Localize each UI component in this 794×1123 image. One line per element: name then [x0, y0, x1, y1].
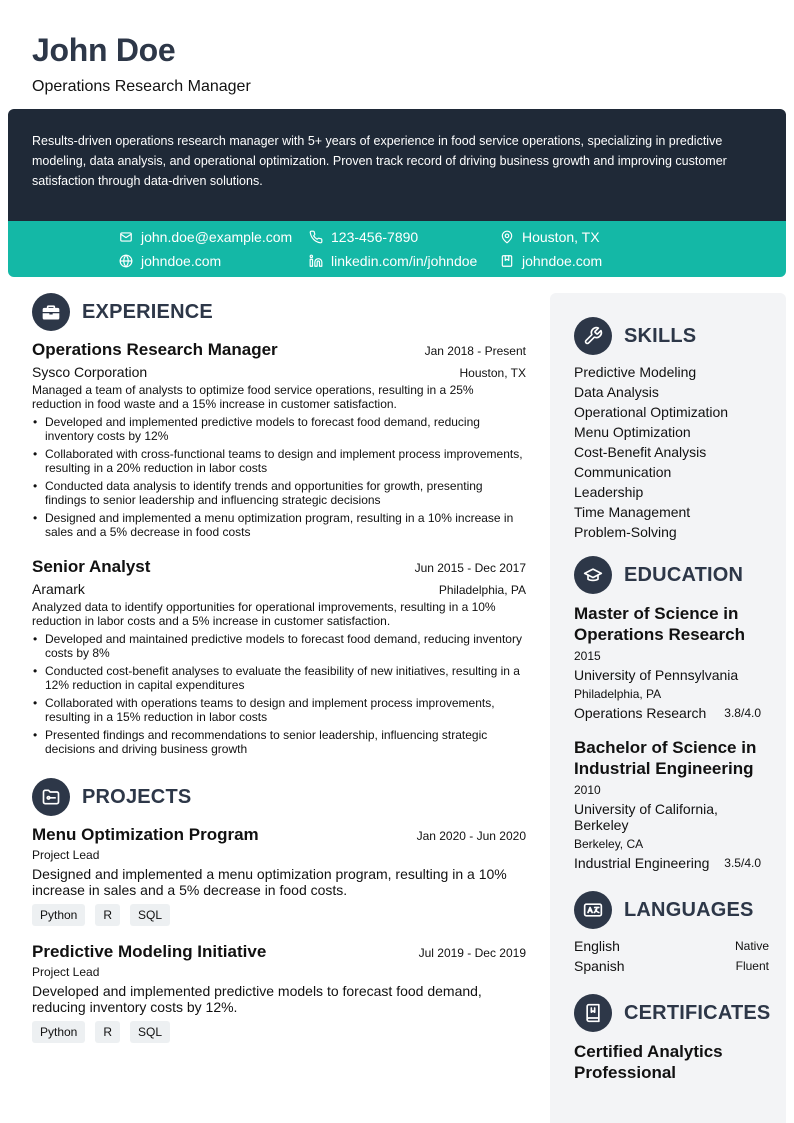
skill-item: Problem-Solving [574, 524, 677, 540]
certificates-title: CERTIFICATES [624, 1001, 771, 1024]
website-text: johndoe.com [141, 253, 222, 269]
briefcase-icon [32, 293, 70, 331]
degree-title: Bachelor of Science in Industrial Engineering [574, 738, 757, 778]
project-dates: Jan 2020 - Jun 2020 [416, 829, 526, 843]
job-description: Analyzed data to identify opportunities for operational improvements, resulting in a 10% reduction in labor costs and a 5% increase in customer satisfaction. [32, 600, 496, 628]
job-entry [32, 340, 526, 543]
job-dates: Jan 2018 - Present [424, 344, 526, 358]
project-entry [32, 825, 526, 926]
book-icon [574, 994, 612, 1032]
education-title: EDUCATION [624, 563, 744, 586]
job-bullet: • Conducted data analysis to identify trends and opportunities for growth, presenting findings to senior leadership and influencing strategic decisions [32, 479, 526, 507]
tag-sql: SQL [130, 904, 170, 926]
project-title: Menu Optimization Program [32, 825, 259, 844]
degree-gpa: 3.5/4.0 [724, 856, 761, 870]
project-role: Project Lead [32, 965, 100, 979]
language-level: Fluent [735, 959, 769, 973]
job-bullet: • Conducted cost-benefit analyses to evaluate the feasibility of new initiatives, resulting in a 12% reduction in capital expenditures [32, 664, 526, 692]
linkedin-text: linkedin.com/in/johndoe [331, 253, 478, 269]
projects-title: PROJECTS [82, 785, 192, 808]
contact-website[interactable] [119, 253, 221, 269]
resume-header [32, 32, 251, 96]
job-location: Philadelphia, PA [438, 583, 526, 597]
job-bullet: • Collaborated with operations teams to design and implement process improvements, resulting in a 15% reduction in labor costs [32, 696, 526, 724]
tag-python: Python [32, 1021, 85, 1043]
job-bullet: • Presented findings and recommendations to senior leadership, influencing strategic decisions and driving business growth [32, 728, 526, 756]
certificate-name: Certified Analytics Professional [574, 1042, 723, 1082]
skill-item: Leadership [574, 484, 644, 500]
project-tags [32, 904, 526, 926]
portfolio-icon [500, 254, 514, 268]
job-bullets [32, 632, 526, 756]
school-location: Philadelphia, PA [574, 687, 662, 701]
skills-title: SKILLS [624, 324, 697, 347]
summary-text: Results-driven operations research manager with 5+ years of experience in food service operations, specializing in predictive modeling, data analysis, and operational optimization. Proven track record of driving business growth and improving customer satisfaction through data-driven solutions. [32, 134, 727, 188]
globe-icon [119, 254, 133, 268]
contact-location [500, 229, 600, 245]
job-company: Sysco Corporation [32, 364, 148, 380]
project-dates: Jul 2019 - Dec 2019 [418, 946, 526, 960]
graduation-cap-icon [574, 556, 612, 594]
skill-item: Cost-Benefit Analysis [574, 444, 707, 460]
job-bullet: • Designed and implemented a menu optimization program, resulting in a 10% increase in sales and a 5% decrease in food costs [32, 511, 526, 539]
candidate-name: John Doe [32, 32, 176, 68]
folder-icon [32, 778, 70, 816]
degree-gpa: 3.8/4.0 [724, 706, 761, 720]
experience-heading [32, 293, 213, 331]
project-title: Predictive Modeling Initiative [32, 942, 267, 961]
experience-title: EXPERIENCE [82, 300, 213, 323]
job-bullet: • Developed and implemented predictive models to forecast food demand, reducing inventory costs by 12% [32, 415, 526, 443]
languages-heading [574, 891, 754, 929]
skill-item: Predictive Modeling [574, 364, 697, 380]
job-title: Senior Analyst [32, 557, 151, 576]
degree-year: 2015 [574, 649, 601, 663]
job-dates: Jun 2015 - Dec 2017 [414, 561, 526, 575]
contact-linkedin[interactable] [309, 253, 477, 269]
portfolio-text: johndoe.com [522, 253, 603, 269]
tag-r: R [95, 1021, 120, 1043]
school-name: University of California, Berkeley [574, 801, 718, 833]
mail-icon [119, 230, 133, 244]
job-bullet: • Collaborated with cross-functional teams to design and implement process improvements, resulting in a 20% reduction in labor costs [32, 447, 526, 475]
phone-text: 123-456-7890 [331, 229, 419, 245]
job-bullets [32, 415, 526, 539]
skill-item: Communication [574, 464, 672, 480]
certificates-heading [574, 994, 770, 1032]
summary-panel [8, 109, 786, 221]
project-tags [32, 1021, 526, 1043]
skill-item: Data Analysis [574, 384, 659, 400]
phone-icon [309, 230, 323, 244]
project-entry [32, 942, 526, 1043]
project-description: Designed and implemented a menu optimization program, resulting in a 10% increase in sales and a 5% decrease in food costs. [32, 866, 507, 898]
contact-email[interactable] [119, 229, 292, 245]
skill-item: Operational Optimization [574, 404, 729, 420]
language-name: English [574, 938, 620, 954]
wrench-icon [574, 317, 612, 355]
contact-portfolio[interactable] [500, 253, 602, 269]
school-name: University of Pennsylvania [574, 667, 739, 683]
email-text: john.doe@example.com [141, 229, 293, 245]
degree-field: Industrial Engineering [574, 855, 710, 871]
linkedin-icon [309, 254, 323, 268]
language-name: Spanish [574, 958, 625, 974]
job-location: Houston, TX [459, 366, 526, 380]
language-level: Native [734, 939, 769, 953]
degree-year: 2010 [574, 783, 601, 797]
contact-phone[interactable] [309, 229, 418, 245]
tag-r: R [95, 904, 120, 926]
job-description: Managed a team of analysts to optimize food service operations, resulting in a 25% reduction in food waste and a 15% increase in customer satisfaction. [32, 383, 474, 411]
education-heading [574, 556, 743, 594]
school-location: Berkeley, CA [574, 837, 644, 851]
job-title: Operations Research Manager [32, 340, 278, 359]
location-text: Houston, TX [522, 229, 600, 245]
candidate-title: Operations Research Manager [32, 78, 251, 95]
skill-item: Menu Optimization [574, 424, 691, 440]
job-bullet: • Developed and maintained predictive models to forecast food demand, reducing inventory costs by 8% [32, 632, 526, 660]
project-description: Developed and implemented predictive models to forecast food demand, reducing inventory costs by 12%. [32, 983, 482, 1015]
job-company: Aramark [32, 581, 85, 597]
skill-item: Time Management [574, 504, 691, 520]
languages-title: LANGUAGES [624, 898, 754, 921]
degree-field: Operations Research [574, 705, 707, 721]
project-role: Project Lead [32, 848, 100, 862]
projects-heading [32, 778, 191, 816]
job-entry [32, 557, 526, 760]
skills-heading [574, 317, 696, 355]
tag-sql: SQL [130, 1021, 170, 1043]
tag-python: Python [32, 904, 85, 926]
translate-icon [574, 891, 612, 929]
degree-title: Master of Science in Operations Research [574, 604, 746, 644]
contact-bar [8, 221, 786, 277]
map-pin-icon [500, 230, 514, 244]
